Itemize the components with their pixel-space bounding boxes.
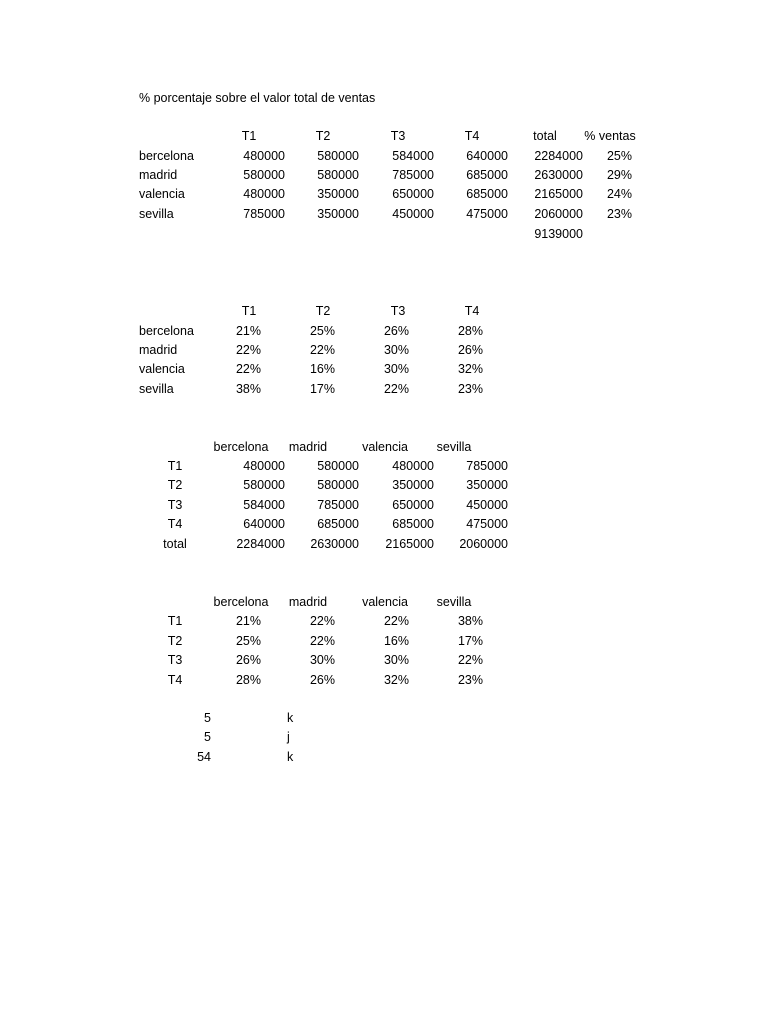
table-cell: 785000 [392, 168, 434, 182]
table-cell: 17% [309, 382, 335, 396]
table-cell: 580000 [317, 459, 359, 473]
table-cell: 22% [309, 343, 335, 357]
table-cell: 475000 [466, 207, 508, 221]
table-cell: 26% [309, 673, 335, 687]
table-cell: 480000 [243, 149, 285, 163]
table-cell: 2165000 [385, 537, 434, 551]
column-header: T2 [315, 129, 331, 143]
table-cell: 26% [235, 653, 261, 667]
table-cell: 16% [383, 634, 409, 648]
column-header: sevilla [436, 440, 472, 454]
row-label: total [163, 537, 187, 551]
row-label: valencia [139, 187, 185, 201]
table-cell: 685000 [466, 168, 508, 182]
table-cell: 30% [383, 343, 409, 357]
row-label: T2 [167, 634, 183, 648]
table-cell: 26% [457, 343, 483, 357]
row-label: sevilla [139, 207, 174, 221]
table-cell: 2284000 [534, 149, 583, 163]
table-cell: 480000 [392, 459, 434, 473]
misc-letter: k [287, 750, 294, 764]
table-cell: 584000 [243, 498, 285, 512]
column-header: sevilla [436, 595, 472, 609]
column-header: valencia [362, 440, 408, 454]
table-cell: 23% [457, 673, 483, 687]
table-cell: 475000 [466, 517, 508, 531]
table-cell: 2284000 [236, 537, 285, 551]
table-cell: 22% [235, 362, 261, 376]
table-cell: 25% [309, 324, 335, 338]
row-label: bercelona [139, 324, 194, 338]
table-cell: 580000 [243, 478, 285, 492]
misc-letter: j [287, 730, 290, 744]
column-header: T4 [464, 304, 480, 318]
table-cell: 17% [457, 634, 483, 648]
column-header: T1 [241, 129, 257, 143]
column-header: valencia [362, 595, 408, 609]
table-cell: 30% [383, 362, 409, 376]
table-cell: 25% [606, 149, 632, 163]
column-header: bercelona [213, 440, 269, 454]
column-header: T4 [464, 129, 480, 143]
table-cell: 29% [606, 168, 632, 182]
table-cell: 685000 [317, 517, 359, 531]
table-cell: 24% [606, 187, 632, 201]
table-cell: 640000 [466, 149, 508, 163]
table-cell: 584000 [392, 149, 434, 163]
table-cell: 26% [383, 324, 409, 338]
table-cell: 30% [383, 653, 409, 667]
table-cell: 30% [309, 653, 335, 667]
table-cell: 450000 [466, 498, 508, 512]
table-cell: 480000 [243, 459, 285, 473]
table-cell: 650000 [392, 498, 434, 512]
table-cell: 580000 [243, 168, 285, 182]
table-cell: 2630000 [534, 168, 583, 182]
table-cell: 450000 [392, 207, 434, 221]
table-cell: 22% [383, 614, 409, 628]
row-label: T1 [167, 614, 183, 628]
table-cell: 23% [457, 382, 483, 396]
row-label: T4 [167, 517, 183, 531]
table-cell: 21% [235, 324, 261, 338]
table-cell: 785000 [317, 498, 359, 512]
table-cell: 22% [309, 614, 335, 628]
column-header: T2 [315, 304, 331, 318]
column-header: madrid [288, 595, 328, 609]
misc-letter: k [287, 711, 294, 725]
table-cell: 580000 [317, 149, 359, 163]
table-cell: 38% [235, 382, 261, 396]
table-cell: 580000 [317, 168, 359, 182]
table-cell: 685000 [466, 187, 508, 201]
table-cell: 2060000 [534, 207, 583, 221]
table-cell: 785000 [466, 459, 508, 473]
table-cell: 640000 [243, 517, 285, 531]
row-label: madrid [139, 168, 178, 182]
table-cell: 2630000 [310, 537, 359, 551]
table-cell: 21% [235, 614, 261, 628]
column-header: bercelona [213, 595, 269, 609]
column-header: % ventas [584, 129, 636, 143]
row-label: sevilla [139, 382, 174, 396]
table-cell: 350000 [317, 187, 359, 201]
misc-number: 5 [204, 711, 211, 725]
table-cell: 350000 [392, 478, 434, 492]
table-cell: 2060000 [459, 537, 508, 551]
column-header: T3 [390, 304, 406, 318]
table-cell: 28% [457, 324, 483, 338]
row-label: T3 [167, 498, 183, 512]
misc-number: 5 [204, 730, 211, 744]
table-cell: 32% [457, 362, 483, 376]
column-header: T1 [241, 304, 257, 318]
row-label: T1 [167, 459, 183, 473]
table-cell: 480000 [243, 187, 285, 201]
row-label: madrid [139, 343, 178, 357]
table-cell: 785000 [243, 207, 285, 221]
table-cell: 685000 [392, 517, 434, 531]
table-cell: 350000 [317, 207, 359, 221]
table-cell: 22% [235, 343, 261, 357]
page-title: % porcentaje sobre el valor total de ventas [139, 91, 376, 105]
column-header: total [533, 129, 557, 143]
table-cell: 22% [457, 653, 483, 667]
table-cell: 38% [457, 614, 483, 628]
table-cell: 25% [235, 634, 261, 648]
grand-total: 9139000 [534, 227, 583, 241]
table-cell: 2165000 [534, 187, 583, 201]
table-cell: 350000 [466, 478, 508, 492]
row-label: valencia [139, 362, 185, 376]
row-label: T3 [167, 653, 183, 667]
column-header: T3 [390, 129, 406, 143]
table-cell: 16% [309, 362, 335, 376]
table-cell: 22% [383, 382, 409, 396]
row-label: T2 [167, 478, 183, 492]
table-cell: 650000 [392, 187, 434, 201]
column-header: madrid [288, 440, 328, 454]
misc-number: 54 [197, 750, 211, 764]
table-cell: 28% [235, 673, 261, 687]
row-label: bercelona [139, 149, 194, 163]
table-cell: 22% [309, 634, 335, 648]
table-cell: 23% [606, 207, 632, 221]
row-label: T4 [167, 673, 183, 687]
table-cell: 32% [383, 673, 409, 687]
table-cell: 580000 [317, 478, 359, 492]
